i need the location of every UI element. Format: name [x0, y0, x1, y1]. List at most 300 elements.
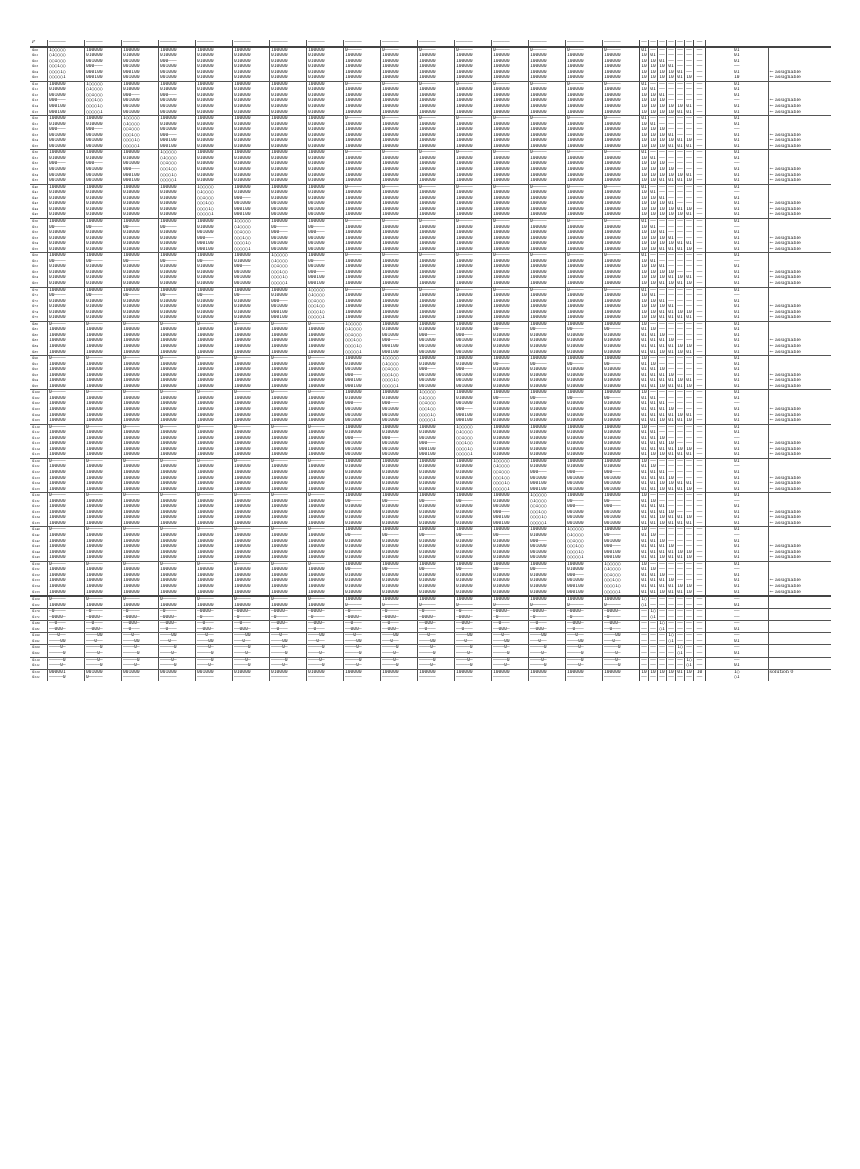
key-cell: 100000 [48, 418, 85, 424]
state-cell: –– [659, 155, 665, 161]
key-cell: 001000 [48, 178, 85, 184]
key-cell: 000100 [603, 555, 640, 561]
key-cell: 0––––– [307, 458, 344, 464]
state-cell: –– [694, 116, 706, 122]
assignable-note: ← assignable [768, 144, 831, 150]
state-cell: 1○ [686, 657, 692, 663]
key-cell: ○○1○○○ [233, 230, 270, 236]
state-cell: –– [668, 127, 674, 133]
state-cell: –– [668, 287, 674, 293]
assignable-note: ← assignable [768, 275, 831, 281]
state-cell: 01 [641, 287, 647, 293]
result-cell: 01 [706, 344, 769, 350]
state-cell: 10 [641, 493, 647, 499]
key-cell: 100000 [159, 578, 196, 584]
key-cell: 0––––– [85, 596, 122, 603]
state-cell: –– [686, 578, 692, 584]
row-label: s₇₅ [32, 315, 39, 321]
key-cell: 100000 [122, 470, 159, 476]
result-cell: 01 [706, 281, 769, 287]
key-cell: 001000 [529, 555, 566, 561]
key-cell: 100000 [48, 590, 85, 597]
result-cell: 01 [706, 230, 769, 236]
result-cell: 01 [706, 122, 769, 128]
key-cell: 100000 [492, 281, 529, 287]
state-cell: –– [668, 161, 674, 167]
state-cell: –– [686, 567, 692, 573]
key-cell: ○○○○○1 [344, 350, 381, 356]
key-cell: 001000 [270, 247, 307, 253]
key-cell: 100000 [455, 138, 492, 144]
key-cell: 100000 [85, 504, 122, 510]
state-cell: –– [677, 258, 683, 264]
key-cell: 1○○○○○ [529, 493, 566, 499]
key-cell: 00–––– [344, 499, 381, 505]
assignable-note: ← assignable [768, 338, 831, 344]
key-cell: 100000 [344, 247, 381, 253]
key-cell: 0––––– [85, 321, 122, 327]
state-cell: –– [668, 401, 674, 407]
state-cell: –– [694, 447, 706, 453]
key-cell: 100000 [270, 81, 307, 87]
key-cell: ○○1○○○ [418, 401, 455, 407]
row-label: s₁₀₂ [32, 401, 40, 407]
state-cell: 10 [641, 64, 647, 70]
result-cell: 01 [706, 173, 769, 179]
key-cell: –0000– [566, 609, 603, 615]
key-cell: 010000 [529, 452, 566, 458]
result-cell: 01 [706, 584, 769, 590]
key-cell: 010000 [529, 350, 566, 356]
key-cell: 001000 [159, 70, 196, 76]
key-cell: 100000 [418, 87, 455, 93]
key-cell: 001000 [196, 669, 233, 675]
key-cell: 100000 [122, 441, 159, 447]
key-cell: ○○○○1○ [233, 241, 270, 247]
key-cell: 010000 [566, 333, 603, 339]
key-cell: 001000 [307, 212, 344, 218]
state-cell: –– [668, 53, 674, 59]
state-cell: –– [694, 184, 706, 190]
key-cell: 000100 [529, 481, 566, 487]
key-cell: 0––––– [455, 150, 492, 156]
key-cell: 0––––– [159, 596, 196, 603]
key-cell: 0––––– [196, 390, 233, 396]
state-cell: 10 [650, 327, 656, 333]
key-cell: 001000 [48, 173, 85, 179]
row-label: s₅₅ [32, 246, 39, 252]
key-cell: 000––– [85, 127, 122, 133]
key-cell: 100000 [603, 669, 640, 675]
key-cell: 010000 [381, 510, 418, 516]
key-cell: 100000 [492, 138, 529, 144]
row-label: s₃₂ [32, 161, 39, 167]
key-cell: –––––0 [566, 651, 603, 657]
key-cell: 000––– [85, 161, 122, 167]
state-cell: 01 [668, 201, 674, 207]
key-cell: 010000 [159, 247, 196, 253]
key-cell: 100000 [307, 470, 344, 476]
row-label: s₇₂ [32, 298, 39, 304]
key-cell: 100000 [122, 430, 159, 436]
state-cell: 10 [641, 235, 647, 241]
state-cell: –– [650, 675, 656, 681]
state-cell: 01 [668, 304, 674, 310]
key-cell: 100000 [159, 344, 196, 350]
state-cell: –– [641, 675, 647, 681]
state-cell: 01 [641, 486, 647, 492]
state-cell: 10 [641, 315, 647, 321]
key-cell: 000100 [566, 590, 603, 597]
key-cell: 0––––– [233, 424, 270, 430]
row-label: s₁₂₃ [32, 475, 40, 481]
state-cell: –– [659, 224, 665, 230]
key-cell: ––––00 [159, 633, 196, 639]
result-cell: –– [706, 64, 769, 70]
row-label: s₅₄ [32, 241, 39, 247]
key-cell: 100000 [603, 98, 640, 104]
key-cell: ––––00 [492, 639, 529, 645]
key-cell: 0––––– [529, 603, 566, 609]
state-cell: 01 [641, 47, 647, 53]
key-cell: ––000– [566, 621, 603, 627]
key-cell: 010000 [455, 544, 492, 550]
key-cell: 00–––– [122, 259, 159, 265]
state-cell: 10 [650, 195, 656, 201]
key-cell: 010000 [196, 156, 233, 162]
key-cell: ○○○1○○ [418, 407, 455, 413]
state-cell: 10 [677, 309, 683, 315]
state-cell: –– [659, 190, 665, 196]
result-cell: 01 [706, 350, 769, 356]
key-cell: 100000 [270, 333, 307, 339]
key-cell: ––000– [381, 627, 418, 633]
key-cell: 010000 [85, 190, 122, 196]
state-cell: –– [677, 293, 683, 299]
key-cell: 100000 [307, 510, 344, 516]
key-cell: –––––0 [270, 651, 307, 657]
key-cell: 010000 [307, 161, 344, 167]
key-cell: 010000 [196, 144, 233, 150]
state-cell: –– [694, 504, 706, 510]
state-cell: –– [686, 650, 692, 656]
state-cell: 10 [686, 669, 692, 675]
key-cell: 00–––– [159, 293, 196, 299]
result-cell: 01 [706, 287, 769, 293]
key-cell: ○○○1○○ [529, 510, 566, 516]
key-cell: 100000 [566, 247, 603, 253]
state-cell: –– [686, 53, 692, 59]
result-cell: 01 [706, 627, 769, 633]
state-cell: 10 [677, 446, 683, 452]
key-cell: 100000 [455, 98, 492, 104]
key-cell: 100000 [85, 470, 122, 476]
key-cell: 100000 [566, 304, 603, 310]
state-cell: –– [694, 207, 706, 213]
key-cell: 100000 [122, 367, 159, 373]
key-cell: 010000 [492, 338, 529, 344]
state-cell: –– [686, 597, 692, 603]
key-cell: 100000 [566, 293, 603, 299]
state-cell: –– [677, 167, 683, 173]
row-label: s₂₂₀ [30, 669, 48, 675]
key-cell: 0––––– [603, 603, 640, 609]
key-cell: 010000 [196, 110, 233, 116]
state-cell: 01 [650, 258, 656, 264]
key-cell: 100000 [270, 573, 307, 579]
key-cell: 100000 [418, 424, 455, 430]
state-cell: –– [677, 498, 683, 504]
key-cell: 100000 [529, 212, 566, 218]
state-cell: –– [677, 538, 683, 544]
row-label: s₆₄ [32, 275, 39, 281]
result-cell: 01 [706, 367, 769, 373]
key-cell: 010000 [418, 487, 455, 493]
key-cell: 100000 [122, 515, 159, 521]
key-cell: 010000 [196, 59, 233, 65]
key-cell: 100000 [566, 241, 603, 247]
key-cell: 100000 [196, 555, 233, 561]
key-cell: 100000 [492, 310, 529, 316]
state-cell: 01 [659, 549, 665, 555]
key-cell: 1○○○○○ [344, 321, 381, 327]
key-cell: 100000 [492, 201, 529, 207]
row-label: s₁₄₂ [32, 538, 40, 544]
key-cell: 0––––– [122, 356, 159, 362]
key-cell: 0––––– [492, 116, 529, 122]
row-label: s₁₁₃ [32, 441, 40, 447]
state-cell: –– [668, 498, 674, 504]
key-cell: 000100 [48, 110, 85, 116]
key-cell: 010000 [270, 138, 307, 144]
key-cell: 010000 [122, 275, 159, 281]
key-cell: 010000 [233, 669, 270, 675]
key-cell: 0––––– [529, 47, 566, 54]
key-cell: 00–––– [270, 225, 307, 231]
key-cell: ○○1○○○ [603, 573, 640, 579]
state-cell: –– [694, 122, 706, 128]
key-cell: 00–––– [455, 533, 492, 539]
key-cell: 0––––– [270, 561, 307, 567]
key-cell: 010000 [381, 573, 418, 579]
key-cell: 100000 [455, 133, 492, 139]
key-cell: 010000 [159, 190, 196, 196]
key-cell: 00–––– [492, 327, 529, 333]
key-cell: 010000 [159, 310, 196, 316]
state-cell: –– [659, 218, 665, 224]
key-cell: 100000 [455, 270, 492, 276]
key-cell: 100000 [603, 190, 640, 196]
key-cell: ○○○1○○ [455, 441, 492, 447]
key-cell: ––––0– [159, 651, 196, 657]
key-cell: 001000 [603, 515, 640, 521]
key-cell: ○○○○1○ [122, 138, 159, 144]
key-cell: 100000 [566, 264, 603, 270]
state-cell: 01 [668, 486, 674, 492]
row-label: s₁₀₄ [32, 412, 40, 418]
key-cell: 010000 [566, 567, 603, 573]
state-cell: –– [694, 663, 706, 669]
row-label: s₉₅ [32, 383, 39, 389]
key-cell: 010000 [603, 401, 640, 407]
assignable-note: ← assignable [768, 515, 831, 521]
state-cell: –– [677, 269, 683, 275]
result-cell: 01 [706, 578, 769, 584]
key-cell: 0––––– [307, 527, 344, 533]
state-cell: –– [677, 533, 683, 539]
key-cell: 100000 [455, 321, 492, 327]
state-cell: –– [677, 53, 683, 59]
state-cell: 01 [659, 315, 665, 321]
key-cell: 010000 [233, 299, 270, 305]
state-cell: 10 [686, 138, 692, 144]
key-cell: 010000 [566, 373, 603, 379]
key-cell: 100000 [270, 476, 307, 482]
state-cell: 01 [650, 155, 656, 161]
key-cell: 100000 [603, 59, 640, 65]
key-cell: 100000 [566, 315, 603, 321]
result-cell: 01 [706, 218, 769, 224]
key-cell: 0––––– [529, 218, 566, 224]
key-cell: 010000 [233, 173, 270, 179]
state-cell: –– [659, 493, 665, 499]
key-cell: 010000 [603, 384, 640, 390]
state-cell: 01 [641, 412, 647, 418]
state-cell: –– [659, 645, 665, 651]
key-cell: 100000 [603, 299, 640, 305]
key-cell: –0–––– [307, 615, 344, 621]
state-cell: 01 [686, 481, 692, 487]
key-cell: 0––––– [196, 596, 233, 603]
row-label: s₆₂ [32, 264, 39, 270]
key-cell: ––0––– [48, 621, 85, 627]
state-cell: –– [686, 407, 692, 412]
key-cell: 0––––– [122, 596, 159, 603]
state-cell: 10 [650, 104, 656, 110]
key-cell: –––––0 [344, 657, 381, 663]
result-cell: 01 [706, 167, 769, 173]
key-cell: 001000 [344, 413, 381, 419]
row-label: s₁₅₀ [30, 561, 48, 567]
state-cell: 10 [641, 258, 647, 264]
key-cell: –––––0 [307, 663, 344, 669]
key-cell: –––––0 [344, 651, 381, 657]
key-cell: 100000 [381, 259, 418, 265]
key-cell: 100000 [196, 116, 233, 122]
state-cell: –– [677, 195, 683, 201]
state-cell: –– [659, 287, 665, 293]
key-cell: 010000 [307, 98, 344, 104]
state-cell: 01 [650, 121, 656, 127]
key-cell: 100000 [344, 59, 381, 65]
key-cell: 100000 [196, 521, 233, 527]
state-cell: 01 [677, 418, 683, 424]
state-cell: 10 [677, 583, 683, 589]
result-cell: 01 [706, 452, 769, 458]
state-cell: –– [677, 430, 683, 436]
key-cell: –––––0 [566, 657, 603, 663]
result-cell: –– [706, 621, 769, 627]
key-cell: 100000 [381, 247, 418, 253]
key-cell: 100000 [233, 344, 270, 350]
key-cell: 100000 [492, 270, 529, 276]
state-cell: 01 [650, 367, 656, 373]
state-cell: 10 [686, 75, 692, 81]
key-cell: –––––0 [529, 645, 566, 651]
key-cell: 100000 [492, 299, 529, 305]
key-cell: 100000 [233, 350, 270, 356]
key-cell: 100000 [48, 573, 85, 579]
state-cell: –– [686, 626, 692, 632]
state-cell: –– [677, 298, 683, 304]
header-cell: –– [641, 40, 647, 45]
state-cell: 10 [659, 269, 665, 275]
state-cell: –– [659, 498, 665, 504]
key-cell: 0––––– [233, 493, 270, 499]
key-cell: 1○○○○○ [196, 184, 233, 190]
key-cell: 100000 [122, 510, 159, 516]
key-cell: 001000 [159, 75, 196, 81]
header-cell: –– [668, 40, 674, 45]
state-cell: –– [694, 338, 706, 344]
state-cell: –– [677, 395, 683, 401]
state-cell: –– [686, 424, 692, 430]
state-cell: –– [668, 424, 674, 430]
key-cell: 100000 [233, 510, 270, 516]
key-cell: 100000 [529, 315, 566, 321]
key-cell: –––––– [492, 675, 529, 681]
key-cell: ○○○○○1 [48, 75, 85, 81]
key-cell: –––––0 [492, 657, 529, 663]
key-cell: 100000 [159, 539, 196, 545]
key-cell: 001000 [455, 373, 492, 379]
key-cell: ○○○1○○ [85, 98, 122, 104]
state-cell: 01 [650, 332, 656, 338]
result-cell: 01 [706, 53, 769, 59]
row-label: s₄₅ [32, 212, 39, 218]
state-cell: 01 [668, 143, 674, 149]
key-cell: 100000 [566, 299, 603, 305]
key-cell: 100000 [48, 327, 85, 333]
state-cell: –– [694, 436, 706, 442]
key-cell: 010000 [270, 104, 307, 110]
key-cell: 000100 [307, 281, 344, 287]
state-cell: 10 [641, 230, 647, 236]
key-cell: 0––––– [603, 253, 640, 259]
key-cell: 001000 [381, 441, 418, 447]
key-cell: 100000 [196, 441, 233, 447]
key-cell: 001000 [159, 110, 196, 116]
key-cell: 100000 [122, 327, 159, 333]
state-cell: –– [694, 333, 706, 339]
key-cell: 100000 [418, 241, 455, 247]
key-cell: –0000– [159, 615, 196, 621]
state-cell: –– [677, 127, 683, 133]
key-cell: 100000 [566, 321, 603, 327]
key-cell: 100000 [418, 122, 455, 128]
key-cell: 100000 [455, 293, 492, 299]
key-cell: ––0––– [85, 621, 122, 627]
key-cell: ○○1○○○ [566, 539, 603, 545]
assignable-note: ← assignable [768, 104, 831, 110]
key-cell: 100000 [307, 150, 344, 156]
state-cell: 10 [659, 332, 665, 338]
state-cell: –– [694, 627, 706, 633]
key-cell: 100000 [344, 596, 381, 603]
key-cell: 100000 [566, 75, 603, 81]
key-cell: 0––––– [307, 424, 344, 430]
key-cell: ––000– [492, 627, 529, 633]
